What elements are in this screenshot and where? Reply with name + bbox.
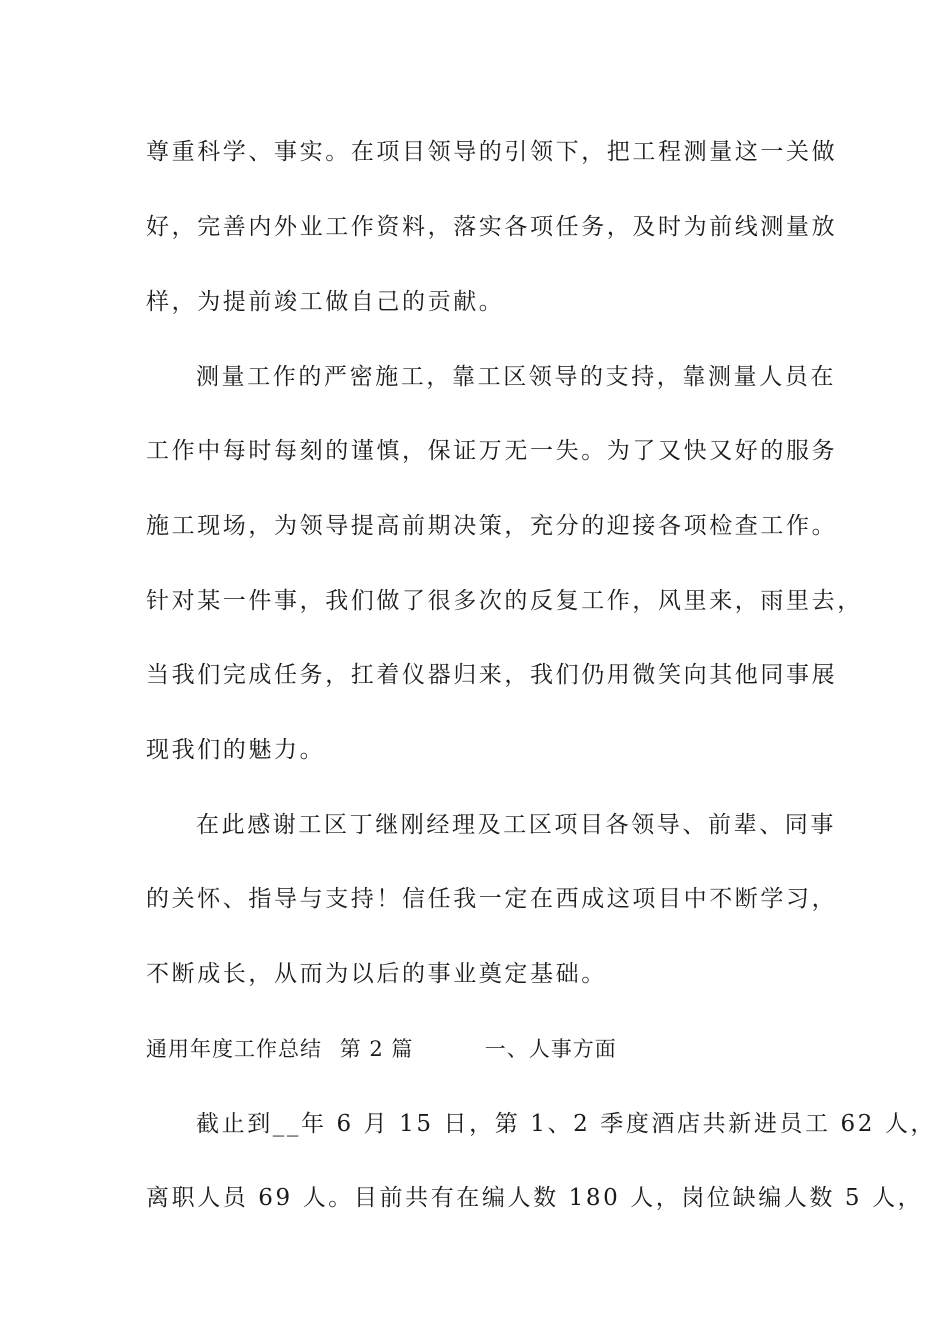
hr-paragraph-line-2: 离职人员 69 人。目前共有在编人数 180 人，岗位缺编人数 5 人， — [146, 1185, 924, 1211]
paragraph-2-line-6: 现我们的魅力。 — [146, 737, 326, 763]
paragraph-1-line-3: 样，为提前竣工做自己的贡献。 — [146, 289, 505, 315]
paragraph-2-line-4: 针对某一件事，我们做了很多次的反复工作，风里来，雨里去， — [146, 588, 863, 614]
paragraph-3-line-3: 不断成长，从而为以后的事业奠定基础。 — [146, 961, 607, 987]
hr-paragraph-line-1: 截止到__年 6 月 15 日，第 1、2 季度酒店共新进员工 62 人， — [196, 1111, 937, 1137]
heading-title: 通用年度工作总结 — [146, 1037, 322, 1061]
section-heading — [146, 1034, 617, 1064]
paragraph-1-line-2: 好，完善内外业工作资料，落实各项任务，及时为前线测量放 — [146, 214, 838, 240]
paragraph-3-line-2: 的关怀、指导与支持！信任我一定在西成这项目中不断学习， — [146, 886, 838, 912]
paragraph-2-line-1: 测量工作的严密施工，靠工区领导的支持，靠测量人员在 — [196, 364, 836, 390]
heading-number: 第 2 篇 — [339, 1037, 414, 1061]
heading-section: 一、人事方面 — [484, 1037, 617, 1061]
paragraph-2-line-5: 当我们完成任务，扛着仪器归来，我们仍用微笑向其他同事展 — [146, 662, 838, 688]
paragraph-3-line-1: 在此感谢工区丁继刚经理及工区项目各领导、前辈、同事 — [196, 812, 836, 838]
paragraph-2-line-3: 施工现场，为领导提高前期决策，充分的迎接各项检查工作。 — [146, 513, 838, 539]
paragraph-2-line-2: 工作中每时每刻的谨慎，保证万无一失。为了又快又好的服务 — [146, 438, 838, 464]
paragraph-1-line-1: 尊重科学、事实。在项目领导的引领下，把工程测量这一关做 — [146, 139, 838, 165]
